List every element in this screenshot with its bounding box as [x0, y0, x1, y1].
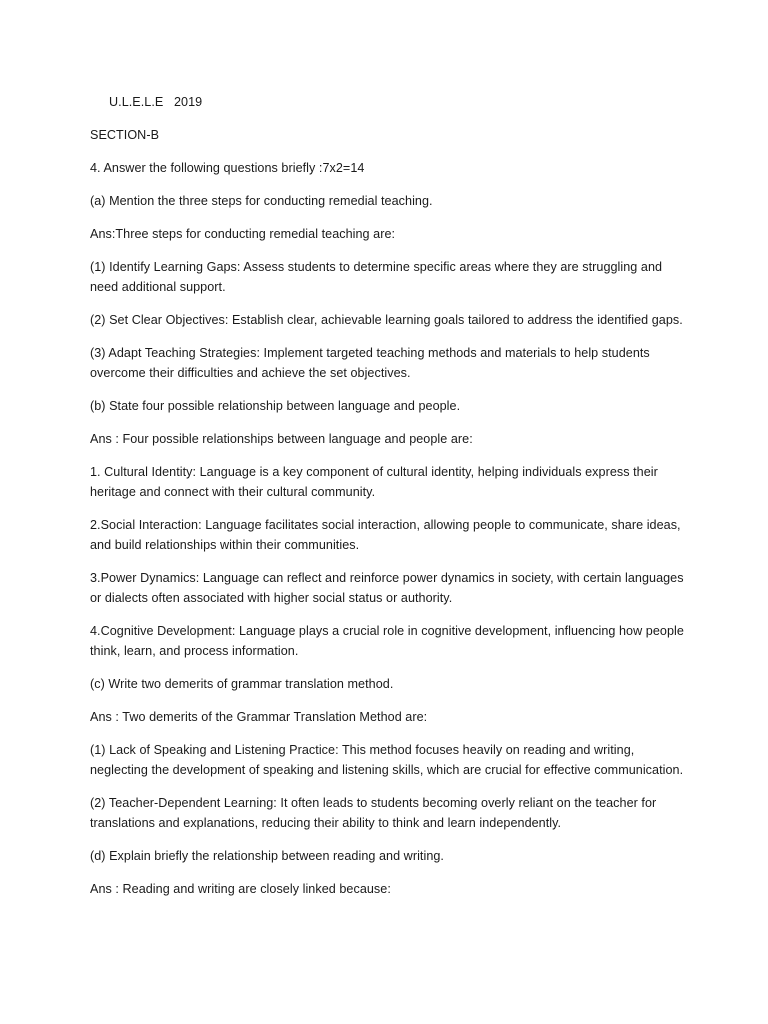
- question-instruction: 4. Answer the following questions briefly :7x2=14: [90, 161, 365, 175]
- section-heading: SECTION-B: [90, 128, 160, 142]
- question-b: (b) State four possible relationship between language and people.: [90, 399, 461, 413]
- question-a: (a) Mention the three steps for conducting remedial teaching.: [90, 194, 433, 208]
- answer-a-point-3: (3) Adapt Teaching Strategies: Implement targeted teaching methods and materials to help students overcome their difficulties and achieve the set objectives.: [90, 346, 650, 380]
- answer-d-intro: Ans : Reading and writing are closely linked because:: [90, 882, 391, 896]
- answer-b-point-2: 2.Social Interaction: Language facilitates social interaction, allowing people to communicate, share ideas, and build relationships within their communities.: [90, 518, 681, 552]
- answer-c-intro: Ans : Two demerits of the Grammar Translation Method are:: [90, 710, 428, 724]
- document-body: [90, 92, 690, 912]
- answer-b-intro: Ans : Four possible relationships between language and people are:: [90, 432, 473, 446]
- question-d: (d) Explain briefly the relationship between reading and writing.: [90, 849, 444, 863]
- answer-a-point-1: (1) Identify Learning Gaps: Assess students to determine specific areas where they are struggling and need additional support.: [90, 260, 663, 294]
- answer-a-intro: Ans:Three steps for conducting remedial teaching are:: [90, 227, 396, 241]
- answer-a-point-2: (2) Set Clear Objectives: Establish clear, achievable learning goals tailored to address the identified gaps.: [90, 313, 683, 327]
- answer-b-point-3: 3.Power Dynamics: Language can reflect and reinforce power dynamics in society, with certain languages or dialects often associated with higher social status or authority.: [90, 571, 684, 605]
- answer-b-point-1: 1. Cultural Identity: Language is a key component of cultural identity, helping individuals express their heritage and connect with their cultural community.: [90, 465, 658, 499]
- answer-c-point-1: (1) Lack of Speaking and Listening Practice: This method focuses heavily on reading and writing, neglecting the development of speaking and listening skills, which are crucial for effective communication.: [90, 743, 684, 777]
- question-c: (c) Write two demerits of grammar translation method.: [90, 677, 394, 691]
- answer-c-point-2: (2) Teacher-Dependent Learning: It often leads to students becoming overly reliant on the teacher for translations and explanations, reducing their ability to think and learn independently.: [90, 796, 657, 830]
- document-title: U.L.E.L.E 2019: [109, 95, 203, 109]
- answer-b-point-4: 4.Cognitive Development: Language plays a crucial role in cognitive development, influencing how people think, learn, and process information.: [90, 624, 684, 658]
